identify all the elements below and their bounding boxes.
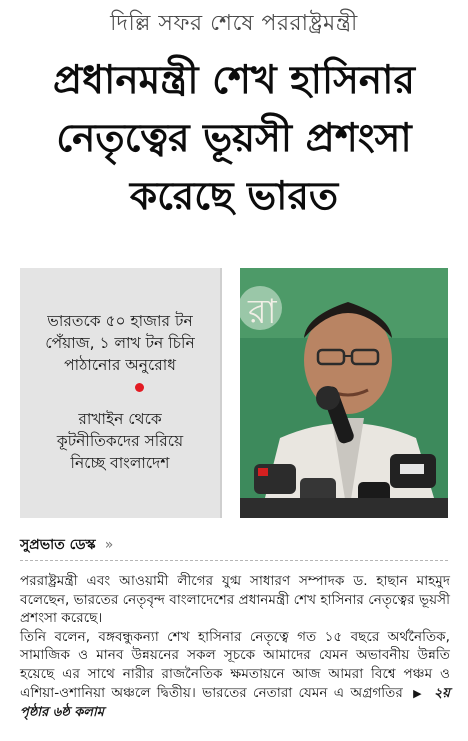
teaser-line: ভারতকে ৫০ হাজার টন xyxy=(47,312,193,330)
byline-label: সুপ্রভাত ডেস্ক xyxy=(20,537,96,553)
headline-line-3: করেছে ভারত xyxy=(129,174,339,219)
teaser-box xyxy=(20,268,222,518)
byline-arrow-icon: » xyxy=(104,537,114,553)
headline-line-1: প্রধানমন্ত্রী শেখ হাসিনার xyxy=(53,58,415,103)
headline-line-2: নেতৃত্বের ভূয়সী প্রশংসা xyxy=(56,116,412,161)
kicker: দিল্লি সফর শেষে পররাষ্ট্রমন্ত্রী xyxy=(110,11,358,36)
teaser-line: পেঁয়াজ, ১ লাখ টন চিনি xyxy=(45,334,195,352)
byline xyxy=(20,533,450,555)
teaser-line: নিচ্ছে বাংলাদেশ xyxy=(70,454,170,472)
teaser-line: রাখাইন থেকে xyxy=(78,410,162,428)
bullet-dot-icon xyxy=(135,383,144,392)
wall-text: রা xyxy=(248,292,277,332)
paragraph-2-text: তিনি বলেন, বঙ্গবন্ধুকন্যা শেখ হাসিনার নেতৃত্বে গত ১৫ বছরে অর্থনৈতিক, সামাজিক ও মানব উন্নয়নের সকল সূচকে আমাদের যেমন অভাবনীয় উন্নতি হয়েছে এর সাথে নারীর রাজনৈতিক ক্ষমতায়নে আজ আমরা বিশ্বে পঞ্চম ও এশিয়া-ওশানিয়া অঞ্চলে দ্বিতীয়। ভারতের নেতারা যেমন এ অগ্রগতির xyxy=(20,628,450,701)
paragraph-2 xyxy=(20,628,450,723)
continuation-jump: ২য় পৃষ্ঠার ৬ষ্ঠ কলাম xyxy=(20,685,450,721)
teaser-item-rakhine xyxy=(20,408,220,474)
divider xyxy=(20,560,448,561)
teaser-line: পাঠানোর অনুরোধ xyxy=(64,356,176,374)
speaker-photo xyxy=(240,268,448,518)
play-arrow-icon: ▶ xyxy=(413,686,424,700)
article-body xyxy=(20,572,450,723)
teaser-item-onion-sugar xyxy=(20,310,220,376)
paragraph-1: পররাষ্ট্রমন্ত্রী এবং আওয়ামী লীগের যুগ্ম সাধারণ সম্পাদক ড. হাছান মাহমুদ বলেছেন, ভারতের নেতৃবৃন্দ বাংলাদেশের প্রধানমন্ত্রী শেখ হাসিনার নেতৃত্বের ভূয়সী প্রশংসা করেছে। xyxy=(20,573,450,627)
speaker-at-podium-illustration xyxy=(240,268,448,518)
headline xyxy=(0,52,468,226)
teaser-line: কূটনীতিকদের সরিয়ে xyxy=(56,432,184,450)
